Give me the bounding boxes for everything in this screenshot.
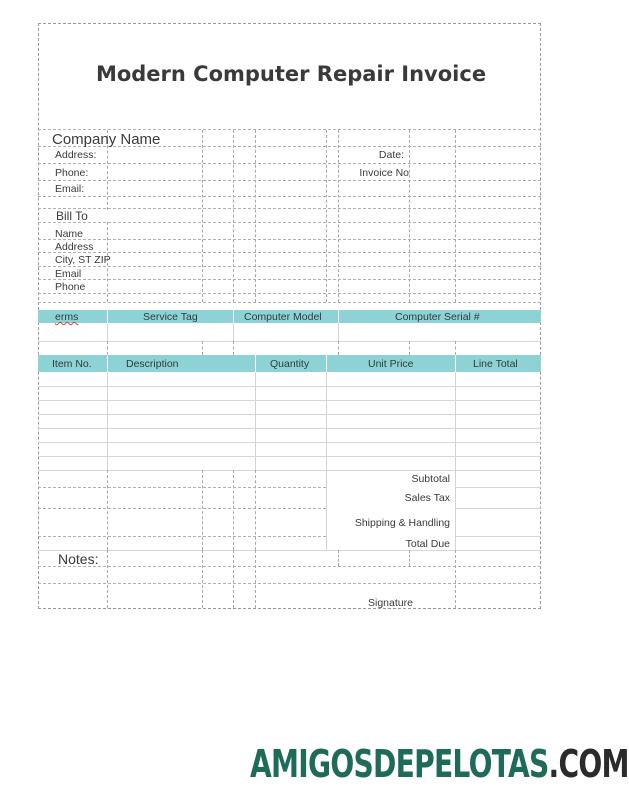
table-row [38,442,541,443]
table-row [38,456,541,457]
bill-to-email: Email [55,268,82,280]
grid-line [233,310,234,323]
grid-line [233,130,234,302]
grid-line [38,293,541,294]
grid-line [38,266,541,267]
computer-serial-header: Computer Serial # [395,311,480,323]
address-label: Address: [55,149,97,161]
unit-price-header: Unit Price [368,358,414,370]
grid-line [107,341,108,355]
quantity-header: Quantity [270,358,310,370]
grid-line [38,536,326,537]
item-no-header: Item No. [52,358,92,370]
invoice-no-label: Invoice No [359,167,409,179]
grid-line [409,550,410,566]
grid-line [455,508,541,509]
grid-line [107,323,108,341]
bill-to-name: Name [55,228,84,240]
grid-line [233,470,234,550]
grid-line [338,323,339,341]
title-divider [38,129,541,130]
grid-line [455,130,456,302]
grid-line [38,487,326,488]
table-row [38,470,541,471]
grid-line [338,341,339,355]
grid-line [202,470,203,550]
grid-line [233,550,234,608]
grid-line [38,566,541,567]
shipping-label: Shipping & Handling [354,517,450,529]
notes-label: Notes: [58,551,99,567]
service-tag-header: Service Tag [143,311,198,323]
sales-tax-label: Sales Tax [404,492,450,504]
invoice-title: Modern Computer Repair Invoice [95,62,487,86]
grid-line [202,550,203,608]
grid-line [38,196,541,197]
company-name: Company Name [52,131,161,148]
grid-line [107,470,108,550]
table-row [38,400,541,401]
bill-to-heading: Bill To [56,209,88,223]
phone-label: Phone: [55,167,89,179]
grid-line [455,550,456,608]
brand-watermark [250,742,629,786]
subtotal-label: Subtotal [411,473,450,485]
description-header: Description [126,358,179,370]
grid-line [202,130,203,302]
table-row [38,414,541,415]
grid-line [255,355,256,372]
grid-line [255,470,256,550]
computer-model-header: Computer Model [244,311,322,323]
grid-line [326,130,327,302]
grid-line [202,341,203,355]
date-label: Date: [378,149,404,161]
grid-line [233,341,234,355]
bill-to-address: Address [55,241,94,253]
grid-line [107,550,108,608]
grid-line [38,583,541,584]
grid-line [38,508,326,509]
grid-line [255,130,256,302]
grid-line [38,208,541,209]
grid-line [338,130,339,302]
grid-line [409,130,410,302]
grid-line [38,180,541,181]
bill-to-city: City, ST ZIP [55,254,111,266]
signature-label: Signature [368,597,413,609]
grid-line [455,341,456,355]
brand-tld: .COM [548,742,629,786]
grid-line [107,310,108,323]
grid-line [38,163,541,164]
table-row [38,428,541,429]
terms-header-text: erms [55,311,79,323]
email-label: Email: [55,183,85,195]
grid-line [338,550,339,566]
brand-name: AMIGOSDEPELOTAS [250,742,549,786]
grid-line [38,222,541,223]
grid-line [38,279,541,280]
total-due-label: Total Due [405,538,450,550]
line-total-header: Line Total [473,358,518,370]
bill-to-phone: Phone [55,281,86,293]
grid-line [455,355,456,372]
terms-header [55,311,78,323]
grid-line [38,252,541,253]
table-row [38,386,541,387]
grid-line [107,355,108,372]
grid-line [38,550,541,551]
grid-line [255,550,256,608]
grid-line [38,341,541,342]
grid-line [338,310,339,323]
grid-line [233,323,234,341]
grid-line [326,355,327,372]
grid-line [38,239,541,240]
grid-line [409,341,410,355]
grid-line [455,536,541,537]
grid-line [455,487,541,488]
grid-line [326,470,327,550]
grid-line [455,470,456,550]
grid-line [38,302,541,303]
